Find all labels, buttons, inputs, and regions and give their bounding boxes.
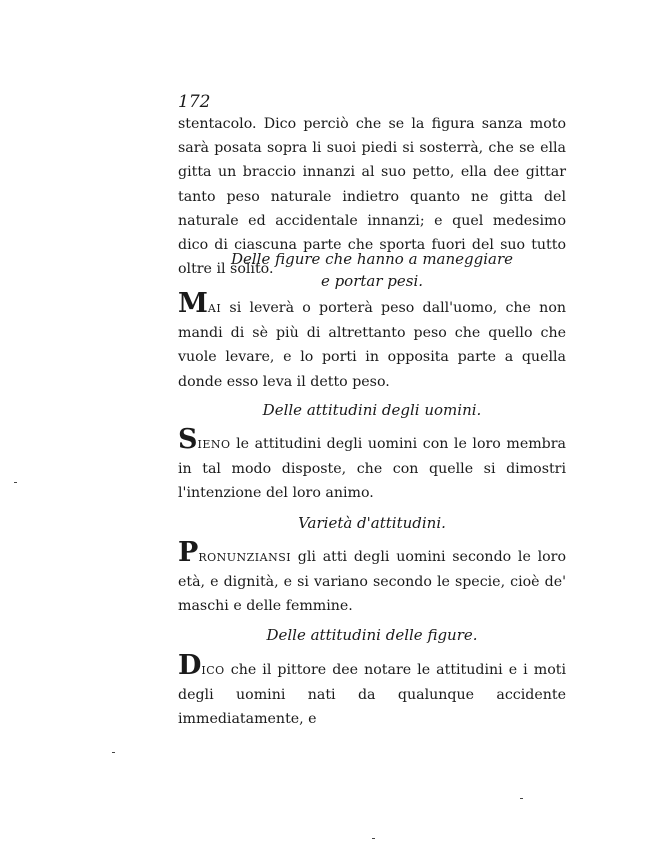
scan-speck — [112, 752, 115, 753]
paragraph-continuation: stentacolo. Dico perciò che se la figura sanza moto sarà posata sopra li suoi piedi si sosterrà, che se ella gitta un braccio innanzi al suo petto, ella dee gittar tanto peso naturale indietro quanto ne gitta del naturale ed accidentale innanzi; e quel medesimo dico di ciascuna parte che sporta fuori del suo tutto oltre il solito. — [178, 116, 566, 278]
paragraph-body: che il pittore dee notare le attitudini e i moti degli uomini nati da qualunque accidente immediatamente, e — [178, 662, 566, 728]
section-heading-attitudini-uomini: Delle attitudini degli uomini. — [262, 401, 482, 419]
small-caps-lead: AI — [207, 302, 222, 315]
small-caps-lead: RONUNZIANSI — [198, 551, 292, 564]
paragraph-varieta — [178, 537, 566, 619]
scan-speck — [372, 838, 375, 839]
drop-cap: D — [178, 650, 202, 681]
scan-speck — [14, 482, 17, 483]
small-caps-lead: ICO — [201, 664, 225, 677]
paragraph-pesi — [178, 288, 566, 394]
scan-speck — [520, 798, 523, 799]
small-caps-lead: IENO — [197, 438, 231, 451]
heading-line-2: e portar pesi. — [320, 272, 424, 290]
paragraph-body: si leverà o porterà peso dall'uomo, che non mandi di sè più di altrettanto peso che quello che vuole levare, e lo porti in opposita parte a quella donde esso leva il detto peso. — [178, 300, 566, 390]
paragraph-attitudini — [178, 424, 566, 506]
drop-cap: S — [178, 424, 198, 455]
drop-cap: P — [178, 537, 199, 568]
section-heading-figure-pesi — [178, 248, 566, 292]
page-number: 172 — [178, 92, 211, 112]
paragraph-body: le attitudini degli uomini con le loro membra in tal modo disposte, che con quelle si dimostri l'intenzione del loro animo. — [178, 436, 566, 502]
section-heading-varieta: Varietà d'attitudini. — [298, 514, 446, 532]
paragraph-body: gli atti degli uomini secondo le loro età, e dignità, e si variano secondo le specie, cioè de' maschi e delle femmine. — [178, 549, 566, 615]
drop-cap: M — [178, 288, 208, 319]
heading-line-1: Delle figure che hanno a maneggiare — [230, 250, 514, 268]
paragraph-dico — [178, 650, 566, 732]
section-heading-attitudini-figure: Delle attitudini delle figure. — [266, 626, 478, 644]
